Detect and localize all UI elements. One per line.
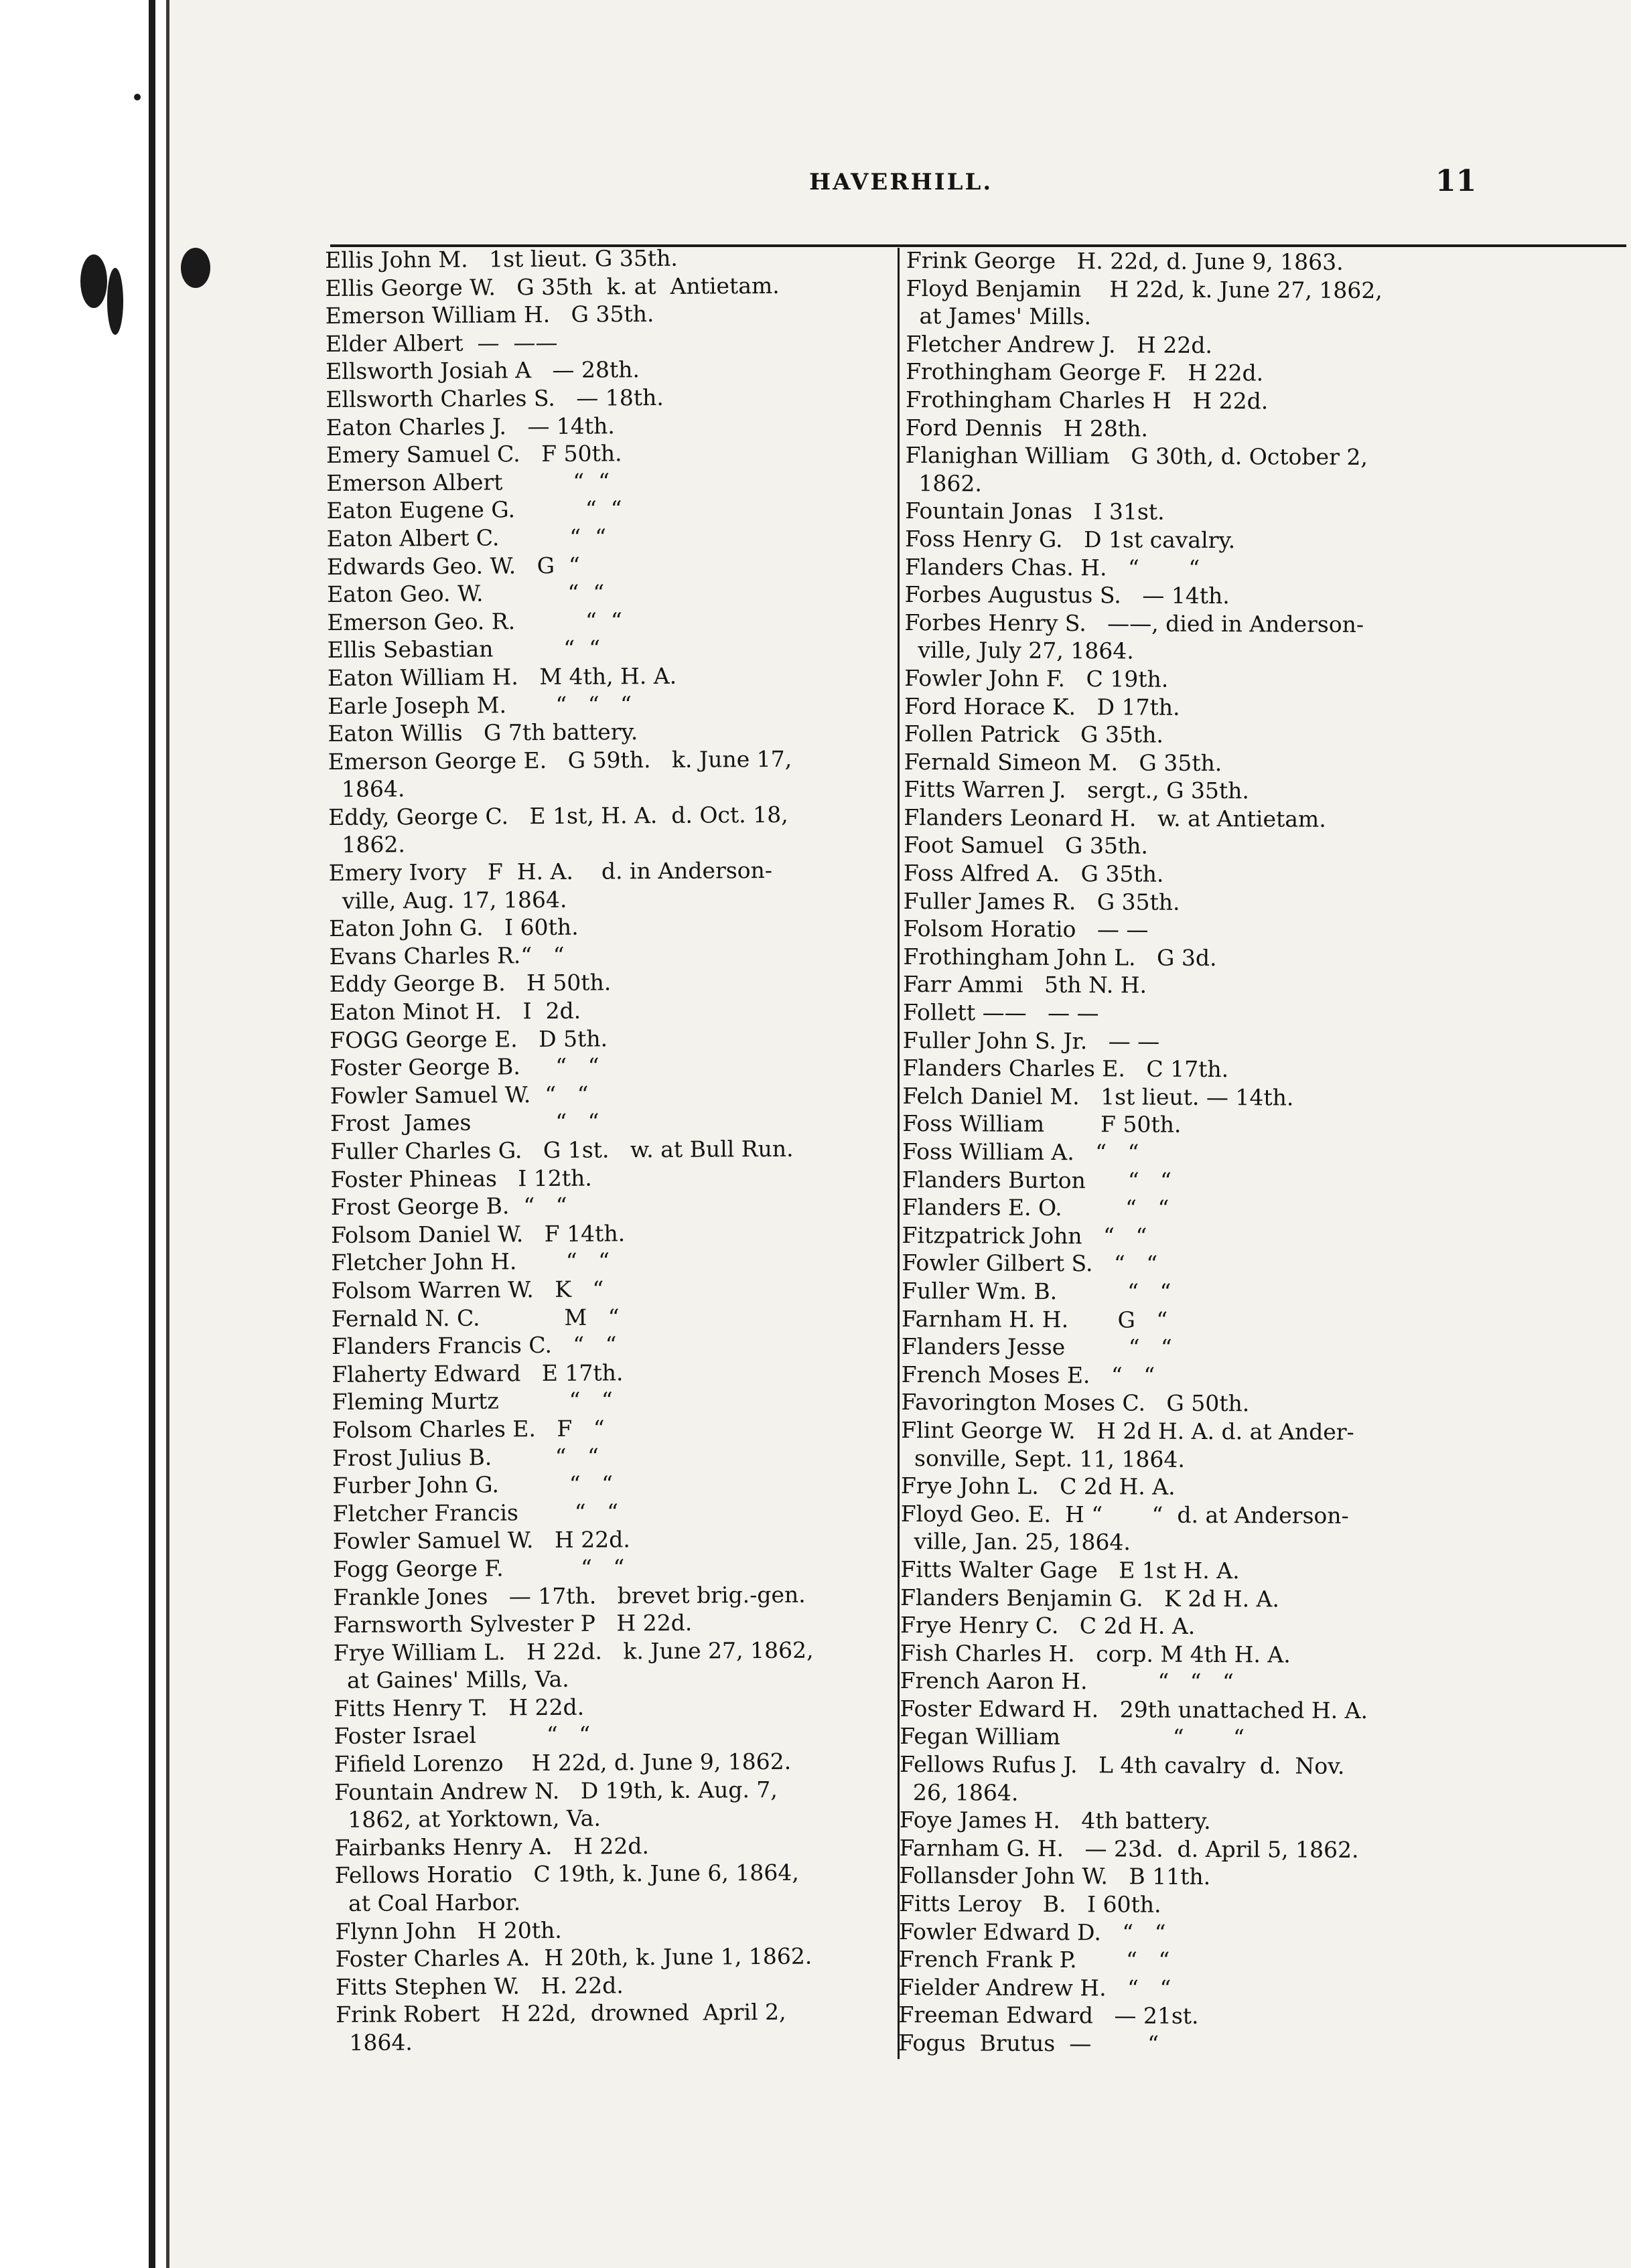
entry-continuation: at Gaines' Mills, Va. xyxy=(346,1666,569,1694)
roster-entry xyxy=(905,553,1625,584)
entry-line: Farnsworth Sylvester P H 22d. xyxy=(333,1609,693,1639)
entry-line: Farr Ammi 5th N. H. xyxy=(903,971,1147,999)
roster-entry xyxy=(904,748,1624,779)
entry-line: Flanders E. O. “ “ xyxy=(902,1194,1169,1221)
entry-line: Foye James H. 4th battery. xyxy=(899,1807,1211,1835)
entry-line: Flanders Benjamin G. K 2d H. A. xyxy=(900,1584,1280,1612)
entry-line: French Frank P. “ “ xyxy=(898,1946,1170,1973)
entry-line: Fellows Rufus J. L 4th cavalry d. Nov. xyxy=(900,1751,1345,1779)
roster-entry xyxy=(899,1918,1619,1949)
roster-entry xyxy=(905,441,1625,500)
roster-entry xyxy=(905,525,1625,556)
roster-entry xyxy=(330,1023,892,1054)
right-column xyxy=(898,246,1626,2060)
entry-line: Fairbanks Henry A. H 22d. xyxy=(334,1832,649,1861)
roster-entry xyxy=(904,775,1624,806)
roster-entry xyxy=(329,856,892,915)
roster-entry xyxy=(906,358,1626,388)
roster-entry xyxy=(334,1719,896,1750)
entry-line: Fitts Henry T. H 22d. xyxy=(334,1693,585,1722)
entry-line: Furber John G. “ “ xyxy=(332,1470,614,1499)
entry-line: Flynn John H 20th. xyxy=(335,1916,562,1945)
entry-line: Ford Dennis H 28th. xyxy=(905,414,1148,442)
entry-line: Folsom Charles E. F “ xyxy=(332,1415,605,1443)
entry-line: Foster George B. “ “ xyxy=(330,1053,599,1081)
entry-line: Fleming Murtz “ “ xyxy=(332,1387,613,1416)
roster-entry xyxy=(333,1580,896,1611)
roster-entry xyxy=(904,720,1624,751)
entry-line: Emerson Albert “ “ xyxy=(326,468,610,496)
roster-entry xyxy=(332,1385,894,1416)
roster-entry xyxy=(325,243,888,275)
entry-line: Favorington Moses C. G 50th. xyxy=(901,1389,1250,1417)
roster-entry xyxy=(326,438,889,469)
roster-entry xyxy=(329,911,892,943)
entry-line: Frost Julius B. “ “ xyxy=(332,1443,599,1471)
roster-entry xyxy=(332,1413,895,1444)
entry-continuation: 1864. xyxy=(349,2029,413,2056)
entry-line: Floyd Geo. E. H “ “ d. at Anderson- xyxy=(900,1500,1349,1529)
roster-entry xyxy=(902,1082,1622,1113)
roster-entry xyxy=(905,497,1625,528)
entry-line: Ellis George W. G 35th k. at Antietam. xyxy=(325,272,780,301)
entry-line: Frost James “ “ xyxy=(330,1108,599,1137)
roster-entry xyxy=(327,605,890,637)
roster-entry xyxy=(325,271,888,302)
entry-line: Foss Henry G. D 1st cavalry. xyxy=(905,525,1236,554)
roster-entry xyxy=(902,1277,1622,1308)
roster-entry xyxy=(900,1667,1620,1697)
roster-entry xyxy=(903,1054,1623,1085)
roster-entry xyxy=(326,494,889,525)
roster-entry xyxy=(901,1388,1621,1419)
entry-line: Ford Horace K. D 17th. xyxy=(904,692,1180,721)
roster-entry xyxy=(328,688,890,720)
entry-line: French Moses E. “ “ xyxy=(901,1361,1155,1389)
roster-entry xyxy=(900,1556,1620,1586)
entry-line: Foss William A. “ “ xyxy=(902,1138,1139,1166)
entry-line: Fish Charles H. corp. M 4th H. A. xyxy=(900,1639,1291,1668)
entry-line: Fitts Leroy B. I 60th. xyxy=(899,1890,1161,1918)
roster-entry xyxy=(902,1138,1622,1168)
entry-line: Flanders Jesse “ “ xyxy=(901,1333,1172,1361)
roster-entry xyxy=(900,1695,1620,1726)
entry-line: Eaton Minot H. I 2d. xyxy=(329,997,581,1026)
entry-line: Fuller John S. Jr. — — xyxy=(902,1027,1160,1055)
roster-entry xyxy=(335,1914,898,1945)
entry-line: FOGG George E. D 5th. xyxy=(330,1025,608,1053)
roster-entry xyxy=(904,831,1624,862)
roster-entry xyxy=(328,800,891,859)
roster-entry xyxy=(335,1858,898,1917)
entry-line: Forbes Augustus S. — 14th. xyxy=(904,581,1230,609)
page-number: 11 xyxy=(1435,164,1477,198)
roster-entry xyxy=(336,1997,898,2056)
entry-line: Flint George W. H 2d H. A. d. at Ander- xyxy=(901,1416,1354,1445)
roster-entry xyxy=(326,354,888,386)
entry-line: Edwards Geo. W. G “ xyxy=(326,552,580,580)
entry-line: Eaton Charles J. — 14th. xyxy=(326,412,615,441)
binding-mark xyxy=(80,254,107,308)
entry-line: Foster Israel “ “ xyxy=(334,1722,591,1750)
entry-line: Fowler Samuel W. “ “ xyxy=(330,1081,589,1109)
entry-line: Frink George H. 22d, d. June 9, 1863. xyxy=(906,247,1344,275)
entry-continuation: 1862. xyxy=(342,831,406,858)
entry-line: Ellsworth Josiah A — 28th. xyxy=(326,356,640,385)
entry-line: Fernald N. C. M “ xyxy=(331,1303,620,1332)
entry-line: Fowler Gilbert S. “ “ xyxy=(902,1250,1158,1278)
roster-entry xyxy=(331,1245,894,1277)
entry-line: Fuller Charles G. G 1st. w. at Bull Run. xyxy=(330,1135,794,1164)
entry-line: Fitzpatrick John “ “ xyxy=(902,1221,1147,1250)
roster-entry xyxy=(902,1305,1622,1336)
entry-continuation: ville, Jan. 25, 1864. xyxy=(914,1528,1131,1556)
entry-line: Fletcher John H. “ “ xyxy=(331,1248,610,1276)
roster-entry xyxy=(331,1274,894,1305)
entry-line: Fowler Samuel W. H 22d. xyxy=(332,1526,630,1555)
entry-continuation: 1864. xyxy=(341,775,405,803)
roster-entry xyxy=(903,1027,1623,1057)
roster-entry xyxy=(332,1497,895,1528)
running-head: HAVERHILL. xyxy=(809,169,993,196)
page-binding-edge xyxy=(0,0,166,2268)
roster-entry xyxy=(334,1691,896,1723)
roster-entry xyxy=(330,1079,893,1110)
entry-line: Felch Daniel M. 1st lieut. — 14th. xyxy=(902,1082,1294,1111)
roster-entry xyxy=(899,1890,1619,1920)
entry-line: Flanders Burton “ “ xyxy=(902,1166,1172,1194)
entry-line: Fellows Horatio C 19th, k. June 6, 1864, xyxy=(334,1860,799,1889)
entry-line: Frye Henry C. C 2d H. A. xyxy=(900,1612,1196,1639)
entry-line: Fletcher Francis “ “ xyxy=(332,1499,619,1527)
roster-entry xyxy=(903,915,1623,946)
entry-continuation: 1862, at Yorktown, Va. xyxy=(348,1805,601,1833)
roster-entry xyxy=(904,664,1624,695)
roster-entry xyxy=(900,1750,1620,1809)
binding-mark xyxy=(107,268,123,335)
entry-continuation: at James' Mills. xyxy=(919,303,1092,330)
entry-continuation: ville, Aug. 17, 1864. xyxy=(342,886,567,914)
entry-line: Frye William L. H 22d. k. June 27, 1862, xyxy=(333,1637,814,1666)
left-column xyxy=(325,243,898,2057)
entry-line: French Aaron H. “ “ “ xyxy=(900,1667,1234,1695)
roster-entry xyxy=(329,939,892,971)
roster-entry xyxy=(906,246,1626,277)
entry-line: Foss Alfred A. G 35th. xyxy=(903,860,1164,887)
roster-entry xyxy=(902,1333,1622,1363)
entry-line: Foster Charles A. H 20th, k. June 1, 1862. xyxy=(335,1943,812,1973)
entry-line: Ellis John M. 1st lieut. G 35th. xyxy=(325,244,678,273)
entry-line: Eddy George B. H 50th. xyxy=(329,969,612,998)
entry-line: Fletcher Andrew J. H 22d. xyxy=(906,330,1212,358)
roster-entry xyxy=(903,943,1623,974)
roster-entry xyxy=(902,1193,1622,1224)
roster-entry xyxy=(333,1552,896,1584)
entry-line: Fountain Andrew N. D 19th, k. Aug. 7, xyxy=(334,1776,778,1805)
roster-entry xyxy=(899,1834,1619,1865)
roster-entry xyxy=(327,549,890,581)
entry-line: Flanders Charles E. C 17th. xyxy=(902,1055,1229,1083)
roster-entry xyxy=(328,716,890,748)
entry-line: Follett —— — — xyxy=(902,999,1099,1027)
entry-line: Fogus Brutus — “ xyxy=(898,2029,1159,2057)
entry-line: Fowler John F. C 19th. xyxy=(904,664,1169,692)
entry-line: Ellis Sebastian “ “ xyxy=(327,635,601,664)
entry-line: Freeman Edward — 21st. xyxy=(898,2001,1199,2030)
entry-line: Flanders Chas. H. “ “ xyxy=(904,553,1200,581)
entry-line: Emery Ivory F H. A. d. in Anderson- xyxy=(328,856,773,887)
entry-line: Fountain Jonas I 31st. xyxy=(905,498,1165,526)
roster-entry xyxy=(332,1468,895,1500)
roster-entry xyxy=(328,745,891,804)
entry-line: Flaherty Edward E 17th. xyxy=(332,1359,624,1387)
roster-entry xyxy=(899,1862,1619,1892)
roster-entry xyxy=(904,692,1624,723)
roster-entry xyxy=(906,275,1626,333)
entry-line: Evans Charles R.“ “ xyxy=(329,941,565,970)
entry-line: Fernald Simeon M. G 35th. xyxy=(904,748,1222,776)
entry-line: Eaton William H. M 4th, H. A. xyxy=(327,662,677,691)
roster-entry xyxy=(334,1831,897,1862)
entry-line: Fowler Edward D. “ “ xyxy=(898,1918,1166,1946)
entry-line: Foss William F 50th. xyxy=(902,1110,1182,1138)
entry-line: Eaton Albert C. “ “ xyxy=(326,524,607,552)
entry-line: Folsom Horatio — — xyxy=(903,915,1149,943)
roster-entry xyxy=(904,804,1624,834)
roster-entry xyxy=(903,970,1623,1001)
entry-line: Eddy, George C. E 1st, H. A. d. Oct. 18, xyxy=(328,801,788,830)
entry-line: Earle Joseph M. “ “ “ xyxy=(328,690,632,719)
entry-line: Follen Patrick G 35th. xyxy=(904,721,1164,748)
roster-entry xyxy=(902,1110,1622,1140)
roster-entry xyxy=(906,330,1626,361)
roster-entry xyxy=(900,1500,1620,1559)
roster-entry xyxy=(330,1162,893,1193)
roster-entry xyxy=(906,386,1626,417)
roster-entry xyxy=(904,609,1624,668)
entry-line: Frye John L. C 2d H. A. xyxy=(900,1472,1176,1500)
roster-entry xyxy=(332,1357,894,1389)
entry-line: Fitts Warren J. sergt., G 35th. xyxy=(904,776,1250,804)
entry-line: Flanighan William G 30th, d. October 2, xyxy=(905,442,1368,471)
entry-line: Elder Albert — —— xyxy=(325,329,558,357)
entry-continuation: at Coal Harbor. xyxy=(348,1889,521,1916)
roster-entry xyxy=(333,1524,896,1556)
roster-entry xyxy=(328,633,890,664)
roster-entry xyxy=(330,967,892,998)
roster-entry xyxy=(902,1166,1622,1197)
entry-line: Frink Robert H 22d, drowned April 2, xyxy=(336,1999,786,2028)
entry-line: Eaton Eugene G. “ “ xyxy=(326,496,622,524)
entry-line: Foster Edward H. 29th unattached H. A. xyxy=(900,1695,1368,1724)
document-page xyxy=(169,0,1631,2268)
entry-continuation: 26, 1864. xyxy=(912,1779,1019,1806)
entry-line: Fitts Stephen W. H. 22d. xyxy=(335,1972,624,2000)
entry-line: Frankle Jones — 17th. brevet brig.-gen. xyxy=(333,1581,806,1610)
roster-entry xyxy=(898,2029,1618,2060)
roster-entry xyxy=(326,299,888,330)
roster-entry xyxy=(903,998,1623,1029)
roster-entry xyxy=(326,410,889,441)
roster-entry xyxy=(900,1611,1620,1642)
roster-entry xyxy=(330,1051,892,1082)
roster-entry xyxy=(902,1221,1622,1252)
roster-entry xyxy=(899,1945,1619,1976)
roster-entry xyxy=(904,887,1624,918)
roster-entry xyxy=(902,1361,1622,1391)
roster-entry xyxy=(906,414,1626,445)
roster-entry xyxy=(332,1301,894,1333)
roster-entry xyxy=(898,2001,1618,2032)
entry-line: Emerson William H. G 35th. xyxy=(325,301,654,329)
entry-line: Farnham H. H. G “ xyxy=(901,1305,1168,1333)
entry-line: Fogg George F. “ “ xyxy=(332,1554,625,1582)
entry-line: Folsom Warren W. K “ xyxy=(331,1276,604,1304)
roster-entry xyxy=(330,995,892,1027)
roster-entry xyxy=(332,1440,895,1472)
entry-line: Fuller James R. G 35th. xyxy=(903,887,1180,915)
entry-line: Eaton Willis G 7th battery. xyxy=(328,719,638,747)
roster-entry xyxy=(326,382,888,414)
roster-entry xyxy=(326,327,888,358)
entry-line: Farnham G. H. — 23d. d. April 5, 1862. xyxy=(899,1834,1359,1863)
roster-entry xyxy=(328,661,890,692)
entry-line: Floyd Benjamin H 22d, k. June 27, 1862, xyxy=(906,275,1382,303)
entry-line: Frothingham George F. H 22d. xyxy=(906,358,1264,386)
roster-entry xyxy=(334,1636,896,1695)
roster-entry xyxy=(900,1583,1620,1614)
entry-line: Fuller Wm. B. “ “ xyxy=(902,1277,1172,1305)
roster-entry xyxy=(901,1416,1621,1475)
entry-line: Folsom Daniel W. F 14th. xyxy=(330,1220,626,1248)
entry-line: Eaton Geo. W. “ “ xyxy=(327,579,605,608)
entry-line: Frost George B. “ “ xyxy=(330,1193,567,1221)
roster-entry xyxy=(899,1973,1619,2004)
roster-entry xyxy=(904,859,1624,890)
entry-line: Fitts Walter Gage E 1st H. A. xyxy=(900,1556,1240,1584)
roster-entry xyxy=(326,466,889,498)
entry-continuation: ville, July 27, 1864. xyxy=(918,637,1134,664)
entry-continuation: sonville, Sept. 11, 1864. xyxy=(914,1444,1186,1472)
roster-entry xyxy=(902,1249,1622,1280)
entry-line: Emerson George E. G 59th. k. June 17, xyxy=(328,745,792,775)
roster-entry xyxy=(333,1608,896,1639)
entry-line: Foot Samuel G 35th. xyxy=(904,832,1148,860)
roster-entry xyxy=(900,1806,1620,1837)
entry-line: Follansder John W. B 11th. xyxy=(899,1862,1211,1890)
binding-line xyxy=(149,0,155,2268)
roster-entry xyxy=(900,1639,1620,1670)
entry-line: Forbes Henry S. ——, died in Anderson- xyxy=(904,609,1364,637)
entry-line: Flanders Leonard H. w. at Antietam. xyxy=(904,804,1326,832)
entry-line: Fielder Andrew H. “ “ xyxy=(898,1973,1172,2001)
entry-line: Frothingham Charles H H 22d. xyxy=(905,386,1269,414)
roster-entry xyxy=(901,1472,1621,1503)
entry-line: Emerson Geo. R. “ “ xyxy=(327,607,622,635)
entry-line: Eaton John G. I 60th. xyxy=(329,913,579,942)
binding-mark xyxy=(134,94,141,100)
roster-entry xyxy=(330,1106,893,1138)
entry-line: Ellsworth Charles S. — 18th. xyxy=(326,384,664,412)
roster-entry xyxy=(905,581,1625,611)
roster-entry xyxy=(334,1747,897,1779)
entry-line: Fegan William “ “ xyxy=(900,1723,1245,1751)
entry-line: Flanders Francis C. “ “ xyxy=(331,1331,617,1360)
roster-entry xyxy=(332,1329,894,1361)
entry-line: Fifield Lorenzo H 22d, d. June 9, 1862. xyxy=(334,1748,792,1778)
roster-entry xyxy=(331,1190,894,1221)
entry-line: Frothingham John L. G 3d. xyxy=(903,943,1217,971)
entry-continuation: 1862. xyxy=(918,469,983,497)
roster-entry xyxy=(900,1722,1620,1753)
roster-entry xyxy=(330,1134,893,1166)
roster-entry xyxy=(336,1970,898,2001)
roster-entry xyxy=(335,1942,898,1973)
roster-entry xyxy=(331,1218,894,1250)
entry-line: Foster Phineas I 12th. xyxy=(330,1164,592,1193)
entry-line: Emery Samuel C. F 50th. xyxy=(326,440,622,469)
roster-entry xyxy=(334,1774,897,1833)
roster-entry xyxy=(327,577,890,609)
roster-entry xyxy=(327,522,890,553)
